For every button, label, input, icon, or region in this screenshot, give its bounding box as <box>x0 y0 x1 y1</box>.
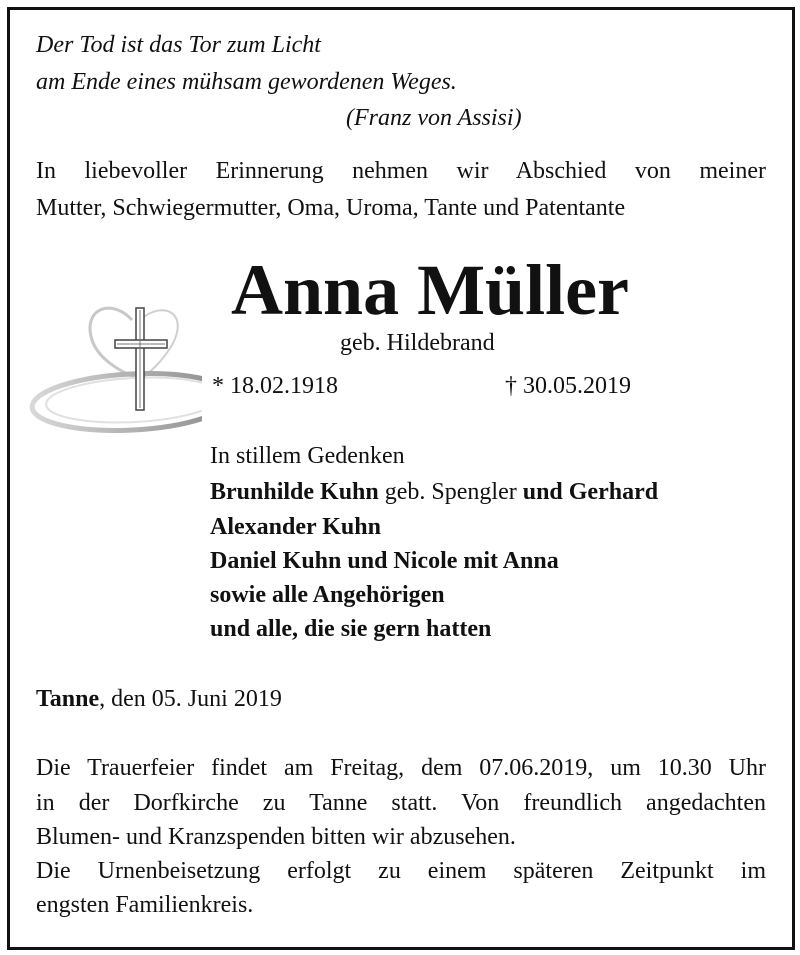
cross-heart-icon <box>22 300 202 440</box>
service-line-4: Die Urnenbeisetzung erfolgt zu einem späteren Zeitpunkt im <box>36 858 766 884</box>
quote-author: (Franz von Assisi) <box>346 105 522 131</box>
place-name: Tanne <box>36 686 100 712</box>
service-line-3: Blumen- und Kranzspenden bitten wir abzusehen. <box>36 824 516 850</box>
service-line-5: engsten Familienkreis. <box>36 892 254 918</box>
mourners-row-5: und alle, die sie gern hatten <box>210 616 492 642</box>
mourners-row-2: Alexander Kuhn <box>210 514 381 540</box>
mourner-name: Brunhilde Kuhn <box>210 479 379 505</box>
deceased-name: Anna Müller <box>230 250 629 330</box>
notice-date: , den 05. Juni 2019 <box>99 686 282 712</box>
quote-line-1: Der Tod ist das Tor zum Licht <box>36 32 321 58</box>
quote-line-2: am Ende eines mühsam gewordenen Weges. <box>36 69 457 95</box>
mourner-partner: und Gerhard <box>522 479 659 505</box>
intro-line-2: Mutter, Schwiegermutter, Oma, Uroma, Tante und Patentante <box>36 195 626 221</box>
intro-line-1: In liebevoller Erinnerung nehmen wir Abschied von meiner <box>36 158 766 184</box>
death-date: † 30.05.2019 <box>505 373 631 399</box>
maiden-name: geb. Hildebrand <box>340 330 495 356</box>
place-date <box>36 684 282 714</box>
service-line-1: Die Trauerfeier findet am Freitag, dem 07.06.2019, um 10.30 Uhr <box>36 755 766 781</box>
mourner-maiden: geb. Spengler <box>378 479 523 505</box>
mourners-intro: In stillem Gedenken <box>210 443 405 469</box>
mourners-row-4: sowie alle Angehörigen <box>210 582 445 608</box>
birth-date: * 18.02.1918 <box>212 373 338 399</box>
service-line-2: in der Dorfkirche zu Tanne statt. Von freundlich angedachten <box>36 790 766 816</box>
mourners-row-1 <box>210 477 658 507</box>
mourners-row-3: Daniel Kuhn und Nicole mit Anna <box>210 548 559 574</box>
